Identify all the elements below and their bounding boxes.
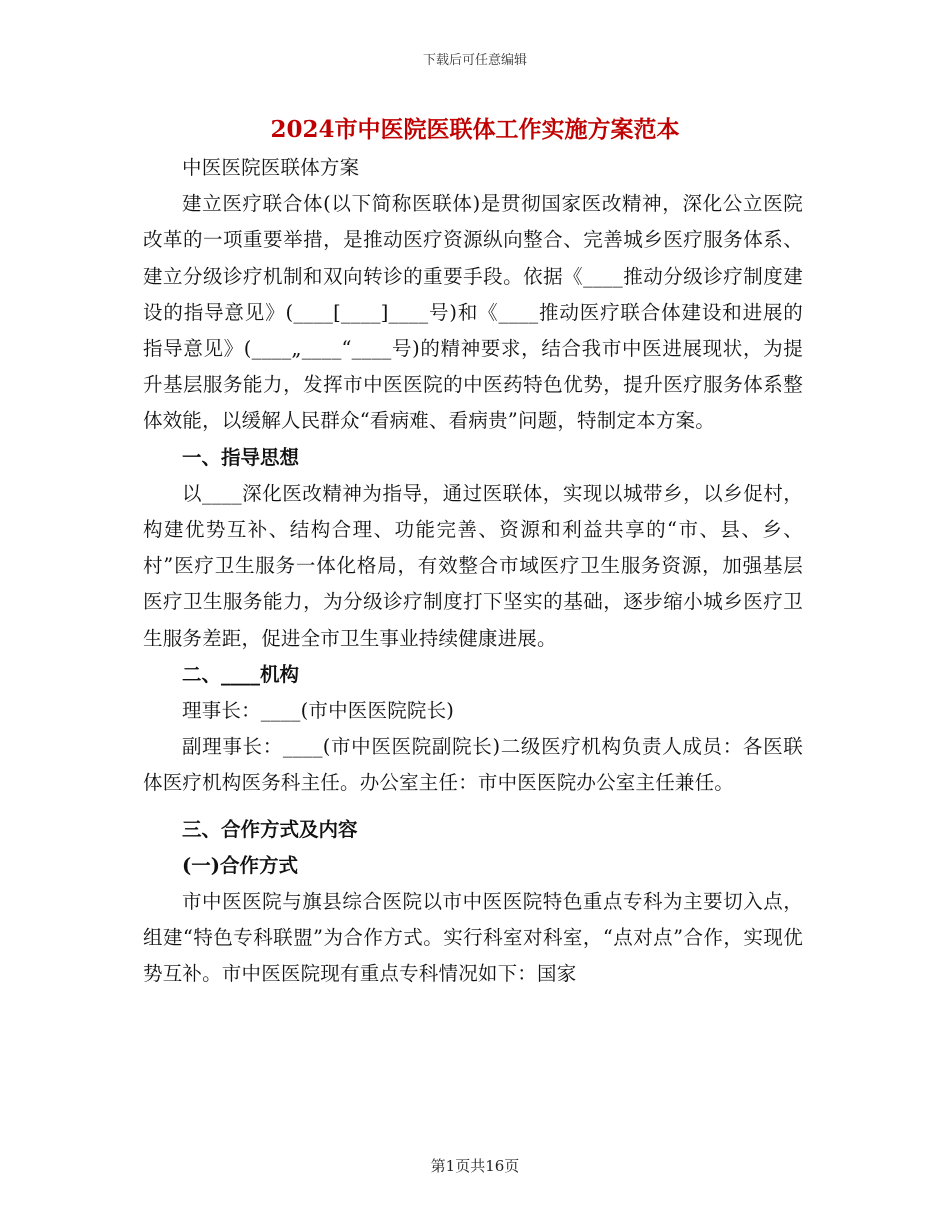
document-body bbox=[143, 150, 803, 993]
paragraph-cooperation-mode: 市中医医院与旗县综合医院以市中医医院特色重点专科为主要切入点，组建“特色专科联盟”为合作方式。实行科室对科室，“点对点”合作，实现优势互补。市中医医院现有重点专科情况如下：国家 bbox=[143, 890, 803, 986]
section-heading-cooperation: 三、合作方式及内容 bbox=[182, 817, 358, 841]
paragraph-guiding-thought: 以____深化医改精神为指导，通过医联体，实现以城带乡，以乡促村，构建优势互补、结构合理、功能完善、资源和利益共享的“市、县、乡、村”医疗卫生服务一体化格局，有效整合市域医疗卫生服务资源，加强基层医疗卫生服务能力，为分级诊疗制度打下坚实的基础，逐步缩小城乡医疗卫生服务差距，促进全市卫生事业持续健康进展。 bbox=[143, 481, 803, 650]
page-header: 下载后可任意编辑 bbox=[422, 53, 527, 68]
section-heading-organization: 二、____机构 bbox=[182, 662, 300, 686]
paragraph-chairman: 理事长：____(市中医医院院长) bbox=[182, 699, 455, 723]
page-footer: 第1页共16页 bbox=[430, 1157, 520, 1175]
section-heading-guiding-thought: 一、指导思想 bbox=[182, 445, 300, 469]
paragraph-subtitle: 中医医院医联体方案 bbox=[182, 156, 360, 179]
paragraph-intro: 建立医疗联合体(以下简称医联体)是贯彻国家医改精神，深化公立医院改革的一项重要举措，是推动医疗资源纵向整合、完善城乡医疗服务体系、建立分级诊疗机制和双向转诊的重要手段。依据《____推动分级诊疗制度建设的指导意见》(____[____]____号)和《____推动医疗联合体建设和进展的指导意见》(____„____“____号)的精神要求，结合我市中医进展现状，为提升基层服务能力，发挥市中医医院的中医药特色优势，提升医疗服务体系整体效能，以缓解人民群众“看病难、看病贵”问题，特制定本方案。 bbox=[143, 192, 803, 433]
paragraph-vice-chairman: 副理事长：____(市中医医院副院长)二级医疗机构负责人成员：各医联体医疗机构医务科主任。办公室主任：市中医医院办公室主任兼任。 bbox=[143, 735, 803, 795]
document-title: 2024市中医院医联体工作实施方案范本 bbox=[270, 116, 680, 143]
subsection-heading-cooperation-mode: (一)合作方式 bbox=[182, 853, 298, 877]
